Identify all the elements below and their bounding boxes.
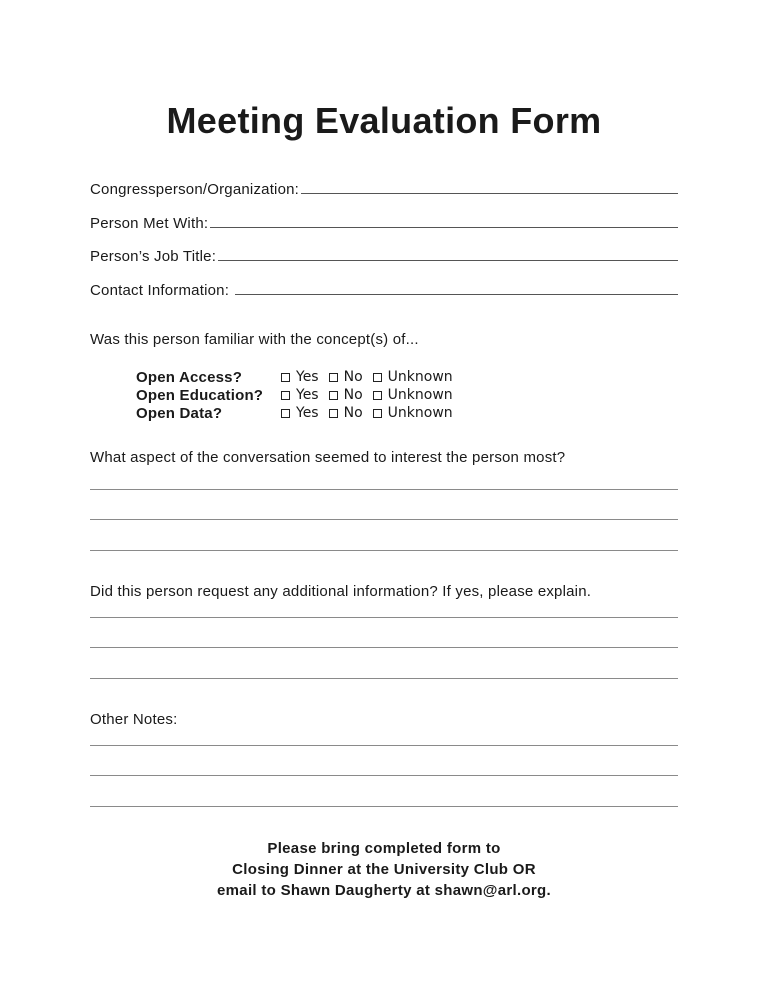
form-title: Meeting Evaluation Form: [166, 100, 602, 141]
open-access-yes-checkbox[interactable]: Yes: [281, 369, 319, 385]
checkbox-icon: [373, 391, 382, 400]
congressperson-field[interactable]: [90, 176, 678, 198]
open-education-no-checkbox[interactable]: No: [329, 387, 363, 403]
checkbox-icon: [373, 373, 382, 382]
checkbox-icon: [329, 373, 338, 382]
concept-checklist: [136, 368, 463, 422]
checkbox-icon: [329, 409, 338, 418]
open-education-unknown-checkbox[interactable]: Unknown: [373, 387, 453, 403]
open-education-yes-checkbox[interactable]: Yes: [281, 387, 319, 403]
concept-label: Open Education?: [136, 386, 264, 404]
footer-line-3: email to Shawn Daugherty at shawn@arl.org.: [217, 882, 551, 899]
concept-row-open-access: [136, 368, 463, 386]
open-data-yes-checkbox[interactable]: Yes: [281, 405, 319, 421]
submission-instructions: [0, 838, 768, 901]
contact-info-field[interactable]: [90, 277, 678, 299]
notes-line[interactable]: [90, 745, 678, 746]
concept-row-open-education: [136, 386, 463, 404]
checkbox-icon: [281, 391, 290, 400]
concept-row-open-data: [136, 404, 463, 422]
open-data-no-checkbox[interactable]: No: [329, 405, 363, 421]
job-title-line[interactable]: [218, 259, 678, 261]
answer-line[interactable]: [90, 647, 678, 648]
congressperson-label: Congressperson/Organization:: [90, 181, 300, 198]
person-met-field[interactable]: [90, 210, 678, 232]
familiar-question: Was this person familiar with the concept(s) of...: [90, 331, 419, 348]
checkbox-icon: [373, 409, 382, 418]
open-access-no-checkbox[interactable]: No: [329, 369, 363, 385]
person-met-line[interactable]: [210, 226, 678, 228]
contact-info-line[interactable]: [235, 293, 678, 295]
person-met-label: Person Met With:: [90, 215, 209, 232]
concept-label: Open Data?: [136, 404, 223, 422]
answer-line[interactable]: [90, 489, 678, 490]
footer-line-1: Please bring completed form to: [267, 840, 501, 857]
job-title-field[interactable]: [90, 243, 678, 265]
interest-question: What aspect of the conversation seemed to interest the person most?: [90, 449, 566, 466]
notes-line[interactable]: [90, 775, 678, 776]
answer-line[interactable]: [90, 678, 678, 679]
notes-line[interactable]: [90, 806, 678, 807]
checkbox-icon: [329, 391, 338, 400]
additional-info-question: Did this person request any additional information? If yes, please explain.: [90, 583, 592, 600]
open-data-unknown-checkbox[interactable]: Unknown: [373, 405, 453, 421]
congressperson-line[interactable]: [301, 192, 678, 194]
other-notes-label: Other Notes:: [90, 711, 178, 728]
contact-info-label: Contact Information:: [90, 282, 234, 299]
checkbox-icon: [281, 409, 290, 418]
checkbox-icon: [281, 373, 290, 382]
concept-label: Open Access?: [136, 368, 243, 386]
open-access-unknown-checkbox[interactable]: Unknown: [373, 369, 453, 385]
job-title-label: Person’s Job Title:: [90, 248, 217, 265]
answer-line[interactable]: [90, 519, 678, 520]
answer-line[interactable]: [90, 550, 678, 551]
footer-line-2: Closing Dinner at the University Club OR: [232, 861, 536, 878]
answer-line[interactable]: [90, 617, 678, 618]
